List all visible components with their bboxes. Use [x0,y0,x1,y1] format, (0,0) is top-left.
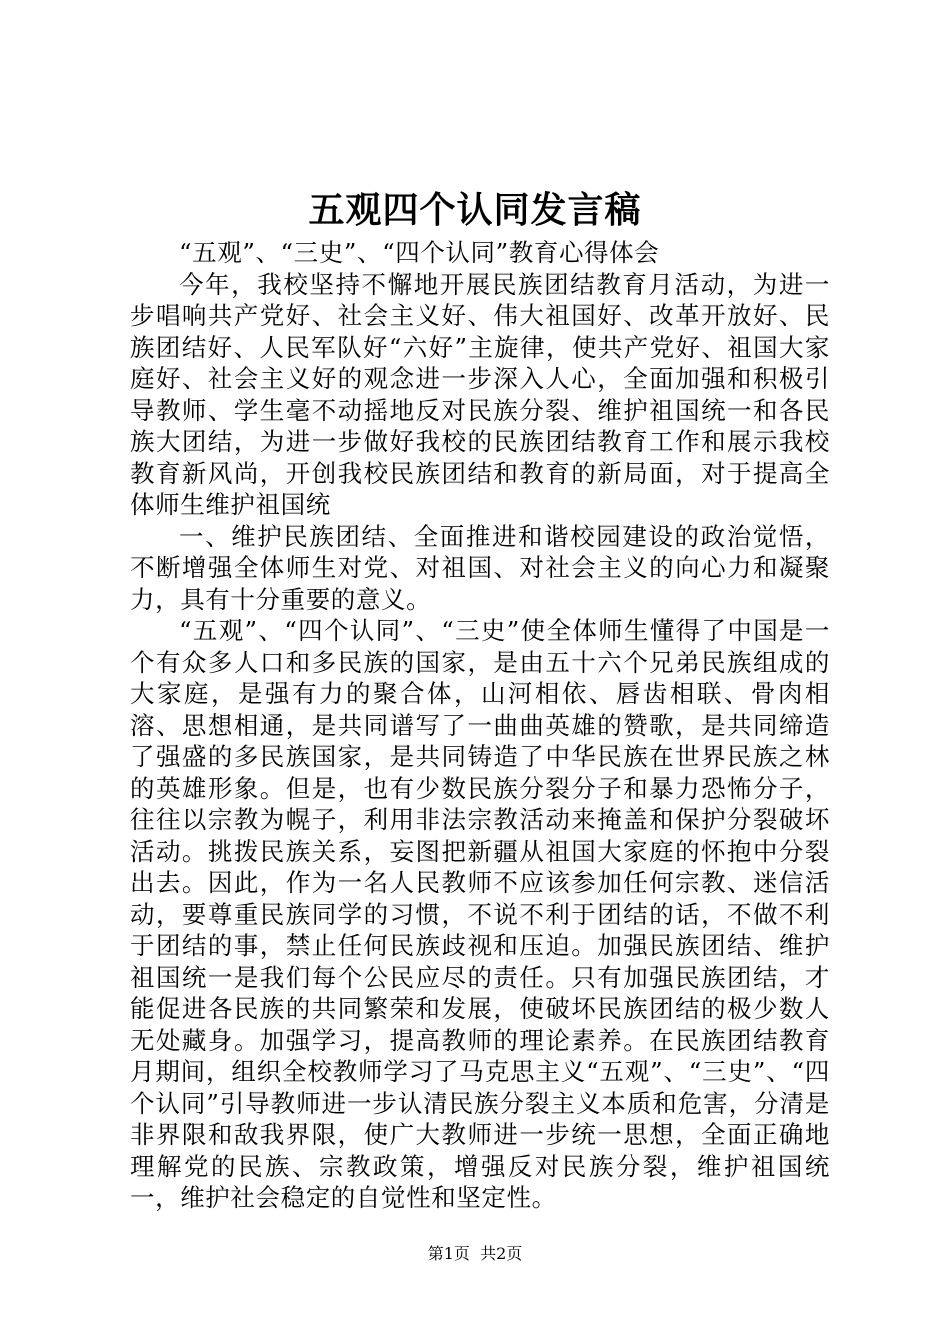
page-total: 共2页 [480,1244,523,1263]
page-number: 第1页 [427,1244,470,1263]
paragraph-section-one: 一、维护民族团结、全面推进和谐校园建设的政治觉悟，不断增强全体师生对党、对祖国、对社会主义的向心力和凝聚力，具有十分重要的意义。 [130,521,830,614]
page-footer [0,1242,950,1266]
paragraph-main: “五观”、“四个认同”、“三史”使全体师生懂得了中国是一个有众多人口和多民族的国家，是由五十六个兄弟民族组成的大家庭，是强有力的聚合体，山河相依、唇齿相联、骨肉相溶、思想相通，是共同谱写了一曲曲英雄的赞歌，是共同缔造了强盛的多民族国家，是共同铸造了中华民族在世界民族之林的英雄形象。但是，也有少数民族分裂分子和暴力恐怖分子，往往以宗教为幌子，利用非法宗教活动来掩盖和保护分裂破坏活动。挑拨民族关系，妄图把新疆从祖国大家庭的怀抱中分裂出去。因此，作为一名人民教师不应该参加任何宗教、迷信活动，要尊重民族同学的习惯，不说不利于团结的话，不做不利于团结的事，禁止任何民族歧视和压迫。加强民族团结、维护祖国统一是我们每个公民应尽的责任。只有加强民族团结，才能促进各民族的共同繁荣和发展，使破坏民族团结的极少数人无处藏身。加强学习，提高教师的理论素养。在民族团结教育月期间，组织全校教师学习了马克思主义“五观”、“三史”、“四个认同”引导教师进一步认清民族分裂主义本质和危害，分清是非界限和敌我界限，使广大教师进一步统一思想，全面正确地理解党的民族、宗教政策，增强反对民族分裂，维护祖国统一，维护社会稳定的自觉性和坚定性。 [130,616,830,1212]
paragraph-intro: 今年，我校坚持不懈地开展民族团结教育月活动，为进一步唱响共产党好、社会主义好、伟大祖国好、改革开放好、民族团结好、人民军队好“六好”主旋律，使共产党好、祖国大家庭好、社会主义好的观念进一步深入人心，全面加强和积极引导教师、学生毫不动摇地反对民族分裂、维护祖国统一和各民族大团结，为进一步做好我校的民族团结教育工作和展示我校教育新风尚，开创我校民族团结和教育的新局面，对于提高全体师生维护祖国统 [130,269,830,519]
document-body [130,237,830,1214]
document-subtitle: “五观”、“三史”、“四个认同”教育心得体会 [179,238,660,267]
document-title: 五观四个认同发言稿 [308,189,642,231]
